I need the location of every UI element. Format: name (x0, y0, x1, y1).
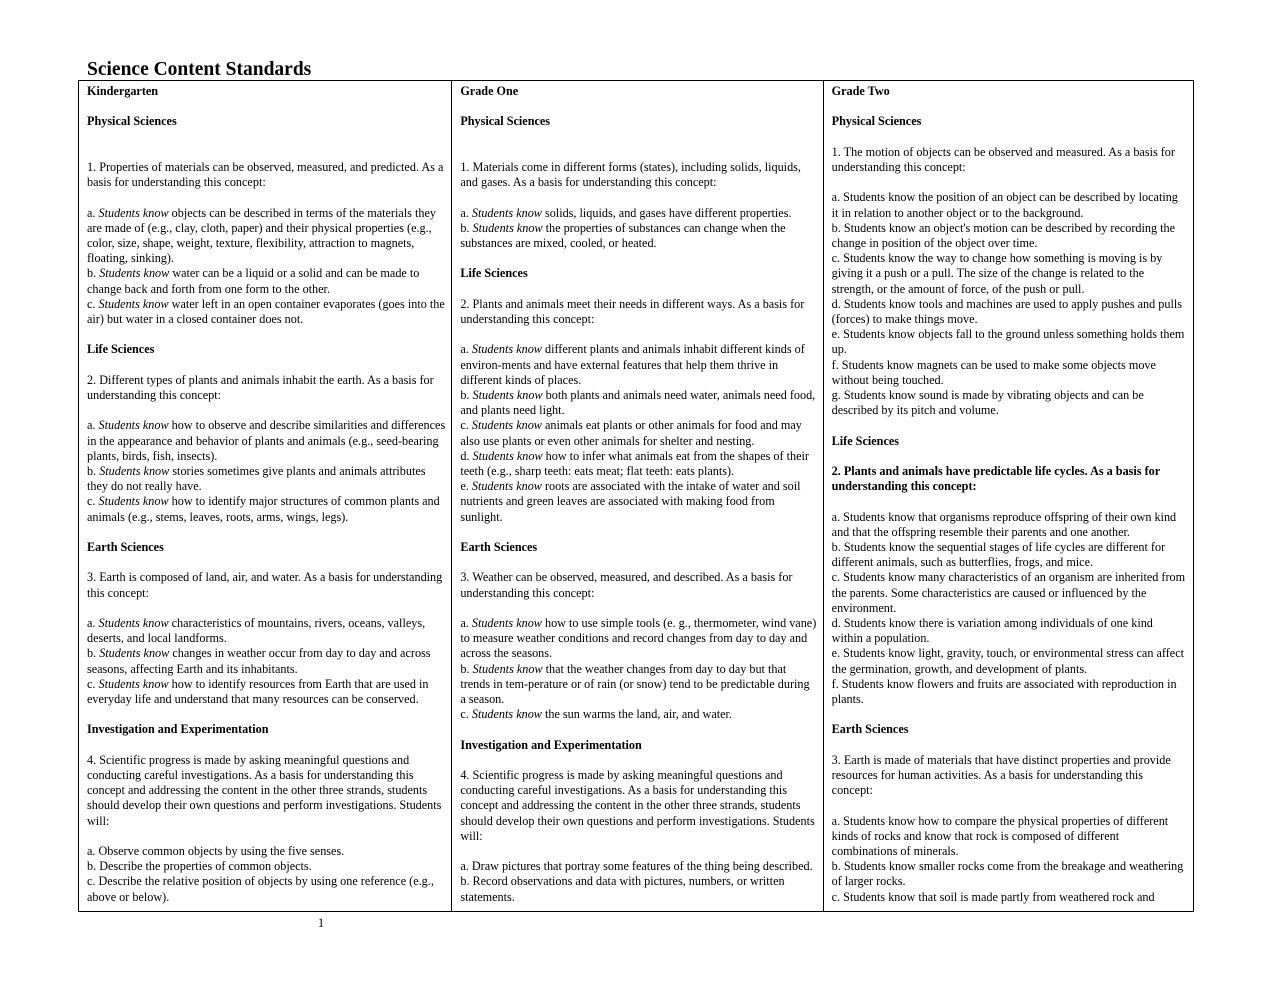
section-heading: Physical Sciences (87, 114, 177, 129)
standard-item: a. Students know objects can be described in terms of the materials they are made of (e.g., clay, cloth, paper) and their physical properties (e.g., color, size, shape, weight, texture, flexibility, attraction to magnets, floating, sinking). (87, 205, 436, 266)
standard-item: d. Students know how to infer what animals eat from the shapes of their teeth (e.g., sharp teeth: eats meat; flat teeth: eats plants). (460, 448, 809, 478)
kindergarten-column (79, 81, 451, 911)
standard-intro: 4. Scientific progress is made by asking meaningful questions and conducting careful investigations. As a basis for understanding this concept and addressing the content in the other three strands, students should develop their own questions and perform investigations. Students will: (87, 752, 442, 828)
standard-intro: 2. Plants and animals have predictable life cycles. As a basis for understanding this concept: (831, 464, 1160, 494)
standard-item: c. Students know animals eat plants or other animals for food and may also use plants or even other animals for shelter and nesting. (460, 418, 802, 448)
standard-item: a. Students know different plants and animals inhabit different kinds of environ-ments and have external features that help them thrive in different kinds of places. (460, 342, 805, 387)
section-heading: Investigation and Experimentation (87, 722, 269, 737)
standard-item: a. Students know that organisms reproduce offspring of their own kind and that the offspring resemble their parents and one another. (831, 509, 1177, 539)
section-heading: Earth Sciences (460, 539, 538, 554)
standard-item: a. Observe common objects by using the five senses. (87, 843, 345, 858)
standard-item: a. Students know how to compare the physical properties of different kinds of rocks and know that rock is composed of different combinations of minerals. (831, 813, 1169, 859)
standard-item: c. Students know water left in an open container evaporates (goes into the air) but water in a closed container does not. (87, 296, 445, 326)
section-heading: Physical Sciences (831, 114, 922, 129)
standard-item: d. Students know there is variation among individuals of one kind within a population. (831, 616, 1153, 646)
standard-item: f. Students know flowers and fruits are associated with reproduction in plants. (831, 676, 1177, 707)
standard-item: a. Students know how to observe and describe similarities and differences in the appearance and behavior of plants and animals (e.g., seed-bearing plants, birds, fish, insects). (87, 418, 446, 463)
standard-item: b. Students know smaller rocks come from the breakage and weathering of larger rocks. (831, 859, 1184, 889)
standard-item: c. Students know how to identify major structures of common plants and animals (e.g., stems, leaves, roots, arms, wings, legs). (87, 494, 440, 524)
standard-item: c. Students know that soil is made partly from weathered rock and (831, 889, 1155, 904)
standard-item: b. Students know both plants and animals need water, animals need food, and plants need light. (460, 387, 816, 418)
grade-one-column (451, 81, 822, 911)
section-heading: Physical Sciences (460, 114, 551, 129)
standard-item: b. Students know stories sometimes give plants and animals attributes they do not really have. (87, 463, 426, 494)
standard-item: b. Students know the properties of substances can change when the substances are mixed, cooled, or heated. (460, 220, 786, 250)
grade-two-column (823, 81, 1193, 911)
standard-intro: 3. Weather can be observed, measured, and described. As a basis for understanding this concept: (460, 570, 793, 600)
standard-item: b. Describe the properties of common objects. (87, 859, 312, 874)
section-heading: Life Sciences (87, 342, 155, 357)
page-number: 1 (318, 916, 325, 930)
standard-item: f. Students know magnets can be used to make some objects move without being touched. (831, 357, 1156, 387)
standard-item: e. Students know light, gravity, touch, or environmental stress can affect the germination, growth, and development of plants. (831, 646, 1184, 676)
standard-item: g. Students know sound is made by vibrating objects and can be described by its pitch and volume. (831, 388, 1144, 418)
standard-item: c. Students know the sun warms the land, air, and water. (460, 707, 732, 722)
section-heading: Investigation and Experimentation (460, 737, 642, 752)
standard-intro: 1. The motion of objects can be observed and measured. As a basis for understanding this concept: (831, 144, 1175, 174)
column-header-kindergarten: Kindergarten (87, 84, 159, 98)
standard-item: b. Students know changes in weather occur from day to day and across seasons, affecting Earth and its inhabitants. (87, 646, 431, 676)
standard-item: a. Students know solids, liquids, and gases have different properties. (460, 205, 792, 220)
standard-intro: 2. Different types of plants and animals inhabit the earth. As a basis for understanding this concept: (87, 372, 434, 402)
standard-item: a. Students know the position of an object can be described by locating it in relation to another object or to the background. (831, 190, 1178, 220)
section-heading: Life Sciences (460, 266, 528, 281)
standard-intro: 4. Scientific progress is made by asking meaningful questions and conducting careful investigations. As a basis for understanding this concept and addressing the content in the other three strands, students should develop their own questions and perform investigations. Students will: (460, 767, 815, 843)
standard-item: c. Students know how to identify resources from Earth that are used in everyday life and understand that many resources can be conserved. (87, 676, 429, 706)
column-header-grade-two: Grade Two (831, 84, 890, 98)
standard-item: c. Students know the way to change how something is moving is by giving it a push or a pull. The size of the change is related to the strength, or the amount of force, of the push or pull. (831, 251, 1163, 296)
standard-item: e. Students know objects fall to the ground unless something holds them up. (831, 327, 1185, 357)
standard-intro: 3. Earth is composed of land, air, and water. As a basis for understanding this concept: (87, 570, 443, 600)
section-heading: Life Sciences (831, 433, 900, 448)
standard-item: b. Students know water can be a liquid or a solid and can be made to change back and forth from one form to the other. (87, 266, 420, 296)
standard-item: a. Students know how to use simple tools (e. g., thermometer, wind vane) to measure weather conditions and record changes from day to day and across the seasons. (460, 615, 817, 661)
standard-intro: 2. Plants and animals meet their needs in different ways. As a basis for understanding this concept: (460, 296, 805, 326)
page-title: Science Content Standards (87, 59, 312, 80)
standard-item: a. Students know characteristics of mountains, rivers, oceans, valleys, deserts, and local landforms. (87, 615, 426, 646)
standard-item: c. Describe the relative position of objects by using one reference (e.g., above or below). (87, 874, 434, 904)
standard-item: c. Students know many characteristics of an organism are inherited from the parents. Some characteristics are caused or influenced by the environment. (831, 570, 1186, 615)
standard-item: b. Students know an object's motion can be described by recording the change in position of the object over time. (831, 220, 1176, 250)
standard-intro: 1. Properties of materials can be observed, measured, and predicted. As a basis for understanding this concept: (87, 159, 444, 190)
standard-item: b. Students know the sequential stages of life cycles are different for different animals, such as butterflies, frogs, and mice. (831, 540, 1166, 570)
standard-item: a. Draw pictures that portray some features of the thing being described. (460, 859, 813, 874)
standards-table (78, 80, 1194, 912)
standard-intro: 3. Earth is made of materials that have distinct properties and provide resources for human activities. As a basis for understanding this concept: (831, 752, 1171, 798)
column-header-grade-one: Grade One (460, 84, 519, 98)
standard-item: b. Students know that the weather changes from day to day but that trends in tem-perature or of rain (or snow) tend to be predictable during a season. (460, 661, 810, 706)
standard-item: e. Students know roots are associated with the intake of water and soil nutrients and green leaves are associated with making food from sunlight. (460, 479, 801, 524)
section-heading: Earth Sciences (831, 722, 909, 737)
section-heading: Earth Sciences (87, 539, 164, 554)
standard-item: b. Record observations and data with pictures, numbers, or written statements. (460, 874, 785, 904)
standard-intro: 1. Materials come in different forms (states), including solids, liquids, and gases. As a basis for understanding this concept: (460, 159, 801, 190)
standard-item: d. Students know tools and machines are used to apply pushes and pulls (forces) to make things move. (831, 296, 1182, 326)
